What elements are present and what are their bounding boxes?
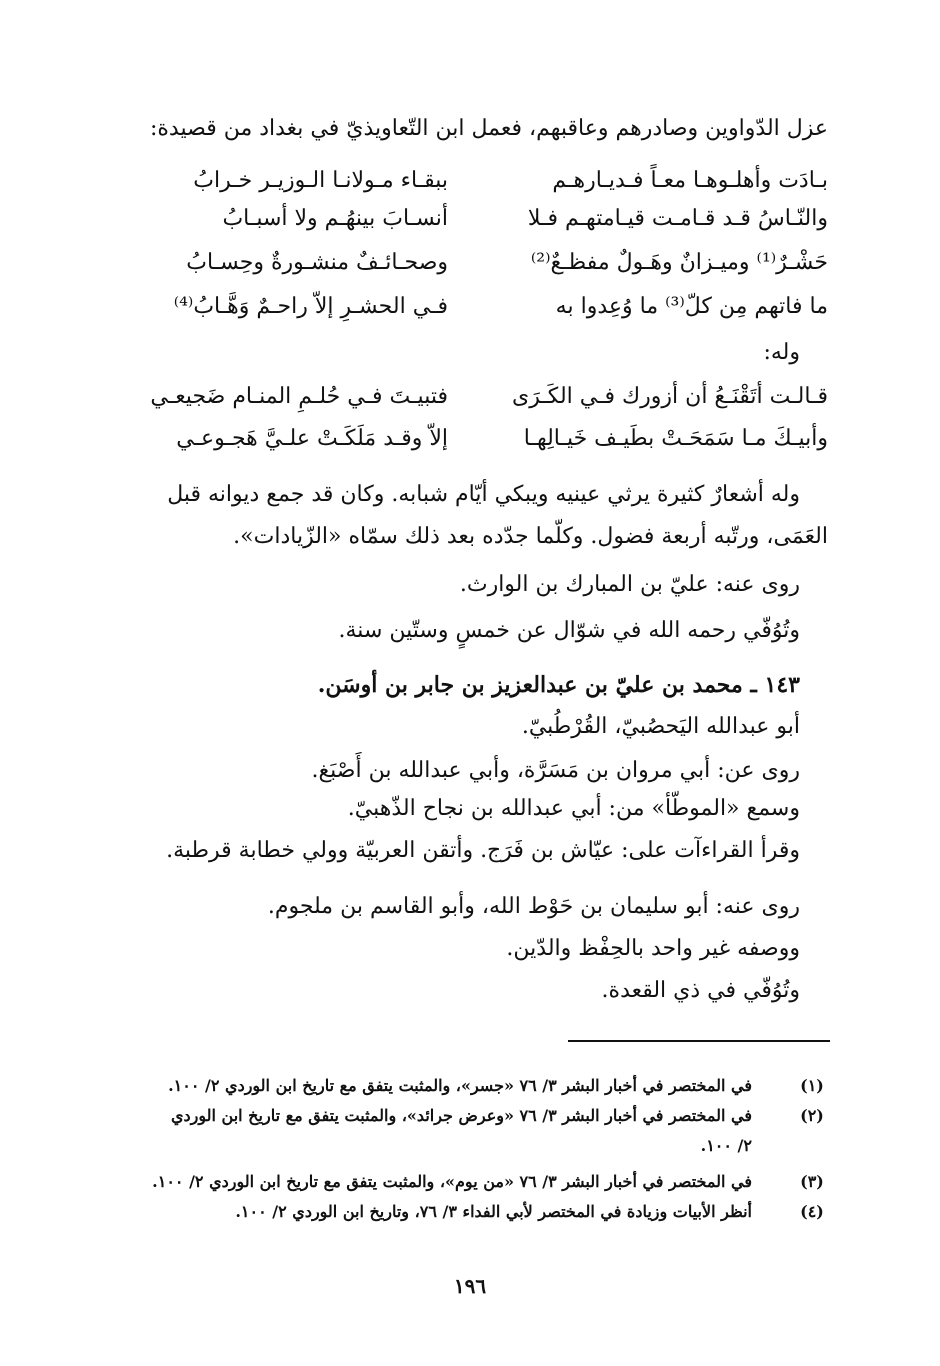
footnote-number: (٣) [800, 1172, 824, 1191]
verse-first-hemistich: قـالـت أتَقْنَـعُ أن أزورك فـي الكَـرَى [512, 384, 828, 409]
footnote-text: في المختصر في أخبار البشر ٣/ ٧٦ «وعرض جرائد»، والمثبت يتفق مع تاريخ ابن الوردي [171, 1106, 752, 1125]
text-line: وقرأ القراءآت على: عيّاش بن فَرَج. وأتقن العربيّة وولي خطابة قرطبة. [166, 838, 800, 863]
text-line: وسمع «الموطّأ» من: أبي عبدالله بن نجاح الذّهبيّ. [347, 796, 800, 821]
text-line: ووصفه غير واحد بالحِفْظ والدّين. [506, 936, 800, 961]
footnote-number: (٤) [800, 1202, 824, 1221]
footnote-text-continued: ٢/ ١٠٠. [700, 1136, 752, 1155]
text-line: وله: [763, 340, 800, 365]
footnote-number: (٢) [800, 1106, 824, 1125]
verse-second-hemistich: إلاّ وقـد مَلَكَـتْ علـيَّ هَجـوعـي [176, 426, 448, 451]
verse-second-hemistich: فـي الحشـرِ إلاّ راحـمٌ وَهَّـابُ⁽⁴⁾ [173, 294, 448, 319]
verse-second-hemistich: فتبيـتَ فـي حُلـمِ المنـام ضَجيعـي [150, 384, 448, 409]
footnote-divider [568, 1040, 830, 1042]
text-line: وتُوُفّي رحمه الله في شوّال عن خمسٍ وستّين سنة. [338, 618, 800, 643]
verse-first-hemistich: حَشْـرٌ⁽¹⁾ وميـزانٌ وهَـولٌ مفظـعٌ⁽²⁾ [530, 250, 828, 275]
verse-second-hemistich: وصحـائـفٌ منشـورةٌ وحِسـابُ [186, 250, 448, 275]
entry-title: ١٤٣ ـ محمد بن عليّ بن عبدالعزيز بن جابر بن أوسَن. [317, 672, 800, 698]
text-line: روى عنه: أبو سليمان بن حَوْط الله، وأبو القاسم بن ملجوم. [267, 894, 800, 919]
verse-first-hemistich: وأبيـكَ مـا سَمَحَـتْ بطَيـف خَيـالِهـا [523, 426, 828, 451]
text-line: روى عن: أبي مروان بن مَسَرَّة، وأبي عبدالله بن أَصْبَغ. [311, 758, 800, 783]
text-line: عزل الدّواوين وصادرهم وعاقبهم، فعمل ابن التّعاويذيّ في بغداد من قصيدة: [149, 116, 828, 141]
verse-first-hemistich: ما فاتهم مِن كلّ⁽³⁾ ما وُعِدوا به [555, 294, 828, 319]
text-line: وله أشعارٌ كثيرة يرثي عينيه ويبكي أيّام شبابه. وكان قد جمع ديوانه قبل [167, 482, 800, 507]
verse-first-hemistich: والنّـاسُ قـد قـامـت قيـامتهـم فـلا [527, 206, 828, 231]
text-line: أبو عبدالله اليَحصُبيّ، القُرْطُبيّ. [521, 714, 800, 739]
page-number: ١٩٦ [453, 1274, 487, 1298]
verse-second-hemistich: أنسـابَ بينهُـم ولا أسبـابُ [222, 206, 448, 231]
verse-second-hemistich: ببقـاء مـولانـا الـوزيـر خـرابُ [193, 168, 448, 193]
text-line: وتُوُفّي في ذي القعدة. [601, 978, 800, 1003]
text-line: روى عنه: عليّ بن المبارك بن الوارث. [459, 572, 800, 597]
verse-first-hemistich: بـادَت وأهلـوهـا معـاً فـديـارهـم [552, 168, 828, 193]
footnote-text: في المختصر في أخبار البشر ٣/ ٧٦ «جسر»، والمثبت يتفق مع تاريخ ابن الوردي ٢/ ١٠٠. [168, 1076, 752, 1095]
footnote-number: (١) [800, 1076, 824, 1095]
footnote-text: في المختصر في أخبار البشر ٣/ ٧٦ «من يوم»، والمثبت يتفق مع تاريخ ابن الوردي ٢/ ١٠٠. [152, 1172, 752, 1191]
footnote-text: أنظر الأبيات وزيادة في المختصر لأبي الفداء ٣/ ٧٦، وتاريخ ابن الوردي ٢/ ١٠٠. [235, 1202, 752, 1221]
text-line: العَمَى، ورتّبه أربعة فضول. وكلّما جدّده بعد ذلك سمّاه «الزّيادات». [233, 524, 828, 549]
